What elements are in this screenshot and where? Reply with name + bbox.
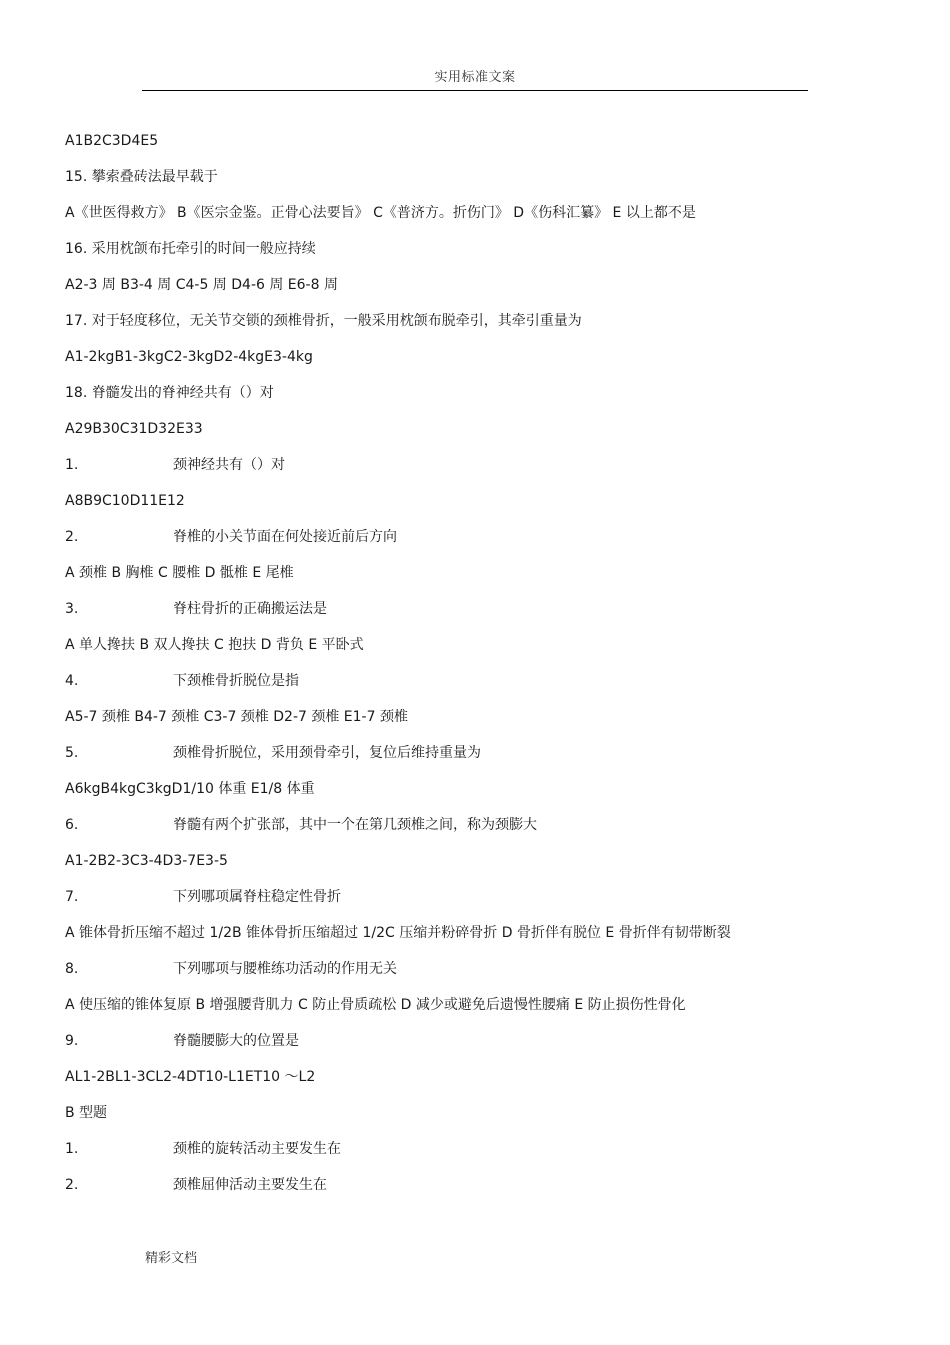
line-text: AL1-2BL1-3CL2-4DT10-L1ET10 ～L2 [65,1069,316,1085]
text-line [65,382,895,418]
text-line [65,274,895,310]
line-text: 颈椎的旋转活动主要发生在 [173,1141,341,1157]
line-text: 下列哪项属脊柱稳定性骨折 [173,889,341,905]
text-line [65,346,895,382]
line-text: A1-2B2-3C3-4D3-7E3-5 [65,853,228,869]
question-number: 1. [65,1141,79,1157]
line-text: A1B2C3D4E5 [65,133,159,149]
text-line [65,130,895,166]
line-text: 下颈椎骨折脱位是指 [173,673,299,689]
text-line [65,850,895,886]
numbered-question-line [65,886,895,922]
line-text: A6kgB4kgC3kgD1/10 体重 E1/8 体重 [65,781,315,797]
line-text: 18. 脊髓发出的脊神经共有（）对 [65,385,274,401]
numbered-question-line [65,670,895,706]
numbered-question-line [65,742,895,778]
line-text: 颈椎屈伸活动主要发生在 [173,1177,327,1193]
text-line [65,1102,895,1138]
line-text: 15. 攀索叠砖法最早载于 [65,169,218,185]
line-text: 脊髓腰膨大的位置是 [173,1033,299,1049]
text-line [65,994,895,1030]
question-number: 4. [65,673,79,689]
text-line [65,238,895,274]
numbered-question-line [65,1030,895,1066]
line-text: A 锥体骨折压缩不超过 1/2B 锥体骨折压缩超过 1/2C 压缩并粉碎骨折 D 骨折伴有脱位 E 骨折伴有韧带断裂 [65,925,731,941]
numbered-question-line [65,598,895,634]
numbered-question-line [65,958,895,994]
text-line [65,634,895,670]
question-number: 3. [65,601,79,617]
line-text: A29B30C31D32E33 [65,421,203,437]
numbered-question-line [65,454,895,490]
line-text: 脊髓有两个扩张部，其中一个在第几颈椎之间，称为颈膨大 [173,817,537,833]
page-header: 实用标准文案 [434,70,516,85]
line-text: A8B9C10D11E12 [65,493,185,509]
question-number: 6. [65,817,79,833]
line-text: 颈椎骨折脱位，采用颈骨牵引，复位后维持重量为 [173,745,481,761]
line-text: A 使压缩的锥体复原 B 增强腰背肌力 C 防止骨质疏松 D 减少或避免后遗慢性腰痛 E 防止损伤性骨化 [65,997,686,1013]
line-text: A1-2kgB1-3kgC2-3kgD2-4kgE3-4kg [65,349,313,365]
numbered-question-line [65,1138,895,1174]
text-line [65,1066,895,1102]
question-number: 5. [65,745,79,761]
numbered-question-line [65,1174,895,1210]
numbered-question-line [65,814,895,850]
line-text: 脊柱骨折的正确搬运法是 [173,601,327,617]
line-text: A2-3 周 B3-4 周 C4-5 周 D4-6 周 E6-8 周 [65,277,338,293]
text-line [65,922,895,958]
text-line [65,418,895,454]
line-text: 脊椎的小关节面在何处接近前后方向 [173,529,397,545]
text-line [65,310,895,346]
header-rule [142,90,808,91]
line-text: 16. 采用枕颌布托牵引的时间一般应持续 [65,241,316,257]
text-line [65,166,895,202]
text-line [65,490,895,526]
line-text: A 颈椎 B 胸椎 C 腰椎 D 骶椎 E 尾椎 [65,565,294,581]
text-line [65,706,895,742]
text-line [65,202,895,238]
question-number: 2. [65,529,79,545]
numbered-question-line [65,526,895,562]
line-text: 下列哪项与腰椎练功活动的作用无关 [173,961,397,977]
text-line [65,562,895,598]
question-number: 9. [65,1033,79,1049]
text-line [65,778,895,814]
question-number: 7. [65,889,79,905]
page-footer: 精彩文档 [145,1251,198,1266]
question-number: 8. [65,961,79,977]
line-text: A5-7 颈椎 B4-7 颈椎 C3-7 颈椎 D2-7 颈椎 E1-7 颈椎 [65,709,408,725]
question-number: 1. [65,457,79,473]
document-body [65,130,895,1210]
line-text: A《世医得救方》 B《医宗金鉴。正骨心法要旨》 C《普济方。折伤门》 D《伤科汇纂》 E 以上都不是 [65,205,696,221]
line-text: B 型题 [65,1105,108,1121]
question-number: 2. [65,1177,79,1193]
line-text: 颈神经共有（）对 [173,457,285,473]
line-text: A 单人搀扶 B 双人搀扶 C 抱扶 D 背负 E 平卧式 [65,637,364,653]
line-text: 17. 对于轻度移位，无关节交锁的颈椎骨折，一般采用枕颌布脱牵引，其牵引重量为 [65,313,582,329]
